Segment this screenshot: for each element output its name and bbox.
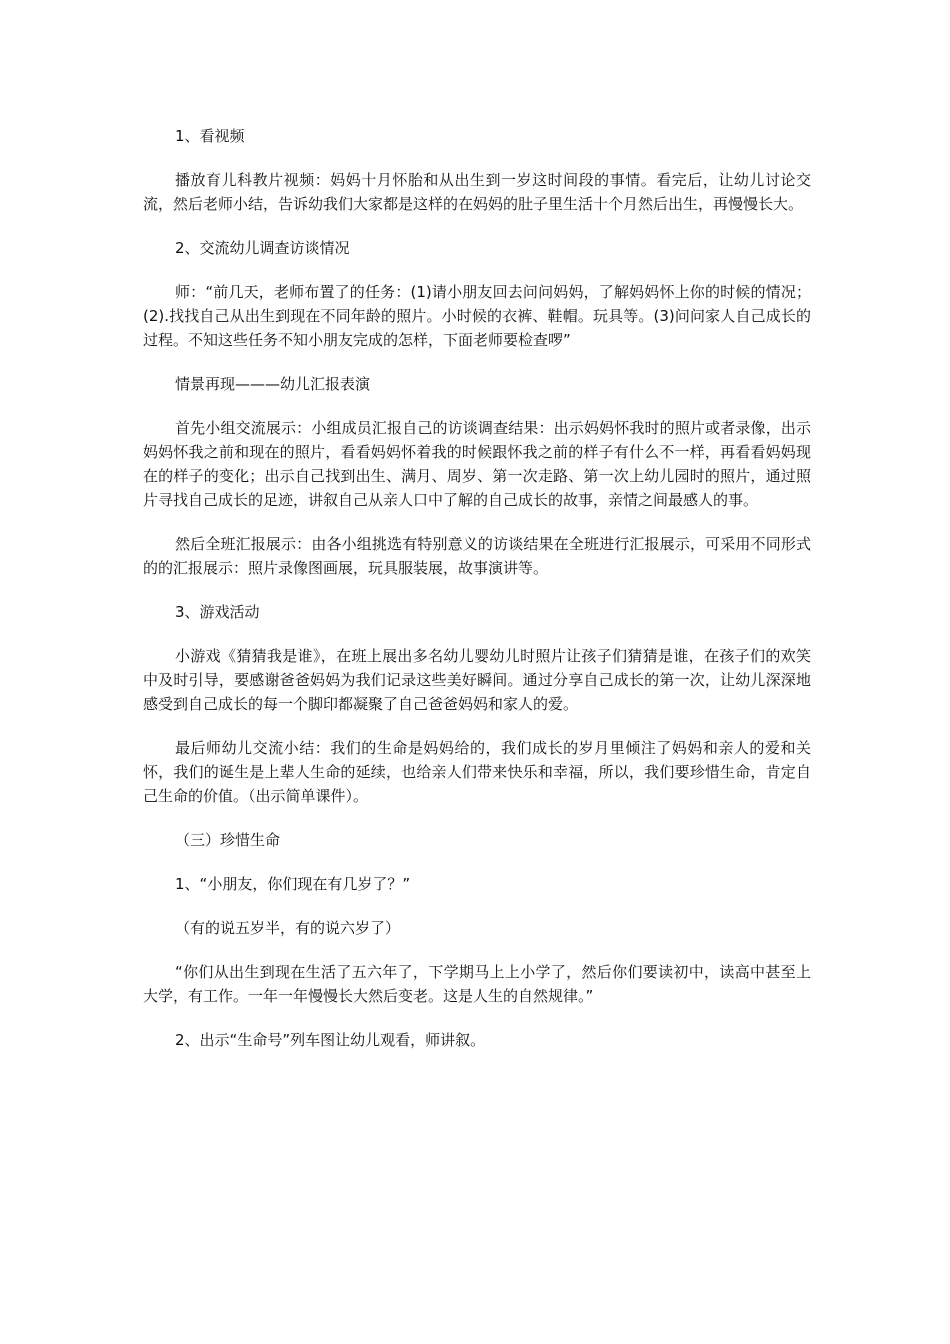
paragraph-class-presentation: 然后全班汇报展示：由各小组挑选有特别意义的访谈结果在全班进行汇报展示，可采用不同形式的的汇报展示：照片录像图画展，玩具服装展，故事演讲等。 xyxy=(143,535,811,577)
section-heading-cherish-life: （三）珍惜生命 xyxy=(175,831,281,849)
document-page xyxy=(143,124,811,1072)
paragraph-life-stages: “你们从出生到现在生活了五六年了，下学期马上上小学了，然后你们要读初中，读高中甚至上大学，有工作。一年一年慢慢长大然后变老。这是人生的自然规律。” xyxy=(143,963,811,1005)
paragraph-children-answers: （有的说五岁半，有的说六岁了） xyxy=(175,919,401,937)
paragraph-final-summary: 最后师幼儿交流小结：我们的生命是妈妈给的，我们成长的岁月里倾注了妈妈和亲人的爱和关怀，我们的诞生是上辈人生命的延续，也给亲人们带来快乐和幸福，所以，我们要珍惜生命，肯定自己生命的价值。（出示简单课件）。 xyxy=(143,739,811,805)
section-heading-watch-video: 1、看视频 xyxy=(175,127,245,145)
paragraph-question-age: 1、“小朋友，你们现在有几岁了？” xyxy=(175,875,411,893)
paragraph-life-train: 2、出示“生命号”列车图让幼儿观看，师讲叙。 xyxy=(175,1031,486,1049)
paragraph-video-description: 播放育儿科教片视频：妈妈十月怀胎和从出生到一岁这时间段的事情。看完后，让幼儿讨论交流，然后老师小结，告诉幼我们大家都是这样的在妈妈的肚子里生活十个月然后出生，再慢慢长大。 xyxy=(143,171,811,213)
paragraph-guess-who-game: 小游戏《猜猜我是谁》，在班上展出多名幼儿婴幼儿时照片让孩子们猜猜是谁，在孩子们的欢笑中及时引导，要感谢爸爸妈妈为我们记录这些美好瞬间。通过分享自己成长的第一次，让幼儿深深地感受到自己成长的每一个脚印都凝聚了自己爸爸妈妈和家人的爱。 xyxy=(143,647,811,713)
section-heading-scene-replay: 情景再现———幼儿汇报表演 xyxy=(175,375,371,393)
section-heading-game-activity: 3、游戏活动 xyxy=(175,603,260,621)
paragraph-teacher-tasks: 师：“前几天，老师布置了的任务：(1)请小朋友回去问问妈妈，了解妈妈怀上你的时候的情况；(2).找找自己从出生到现在不同年龄的照片。小时候的衣裤、鞋帽。玩具等。(3)问问家人自己成长的过程。不知这些任务不知小朋友完成的怎样，下面老师要检查啰” xyxy=(143,283,811,349)
paragraph-group-presentation: 首先小组交流展示：小组成员汇报自己的访谈调查结果：出示妈妈怀我时的照片或者录像，出示妈妈怀我之前和现在的照片，看看妈妈怀着我的时候跟怀我之前的样子有什么不一样，再看看妈妈现在的样子的变化；出示自己找到出生、满月、周岁、第一次走路、第一次上幼儿园时的照片，通过照片寻找自己成长的足迹，讲叙自己从亲人口中了解的自己成长的故事，亲情之间最感人的事。 xyxy=(143,419,811,509)
section-heading-interview-exchange: 2、交流幼儿调查访谈情况 xyxy=(175,239,350,257)
